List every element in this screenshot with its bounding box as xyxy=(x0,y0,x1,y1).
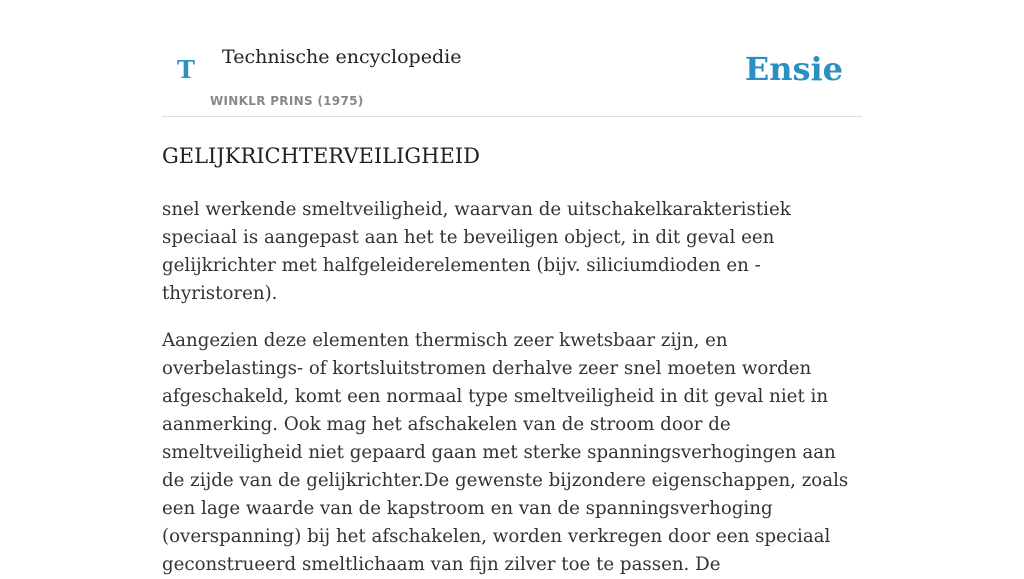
source-label: WINKLR PRINS (1975) xyxy=(210,94,364,108)
ensie-logo-link[interactable]: Ensie xyxy=(744,50,843,88)
header xyxy=(162,0,862,117)
article-paragraph-1: snel werkende smeltveiligheid, waarvan de uitschakelkarakteristiek speciaal is aangepast aan het te beveiligen object, in dit geval een gelijkrichter met halfgeleiderelementen (bijv. siliciumdioden en -thyristoren). xyxy=(162,199,791,304)
page xyxy=(162,0,862,579)
encyclopedia-title-link[interactable]: Technische encyclopedie xyxy=(222,46,462,68)
article-paragraph-2: Aangezien deze elementen thermisch zeer kwetsbaar zijn, en overbelastings- of kortsluitstromen derhalve zeer snel moeten worden afgeschakeld, komt een normaal type smeltveiligheid in dit geval niet in aanmerking. Ook mag het afschakelen van de stroom door de smeltveiligheid niet gepaard gaan met sterke spanningsverhogingen aan de zijde van de gelijkrichter.De gewenste bijzondere eigenschappen, zoals een lage waarde van de kapstroom en van de spanningsverhoging (overspanning) bij het afschakelen, worden verkregen door een speciaal geconstrueerd smeltlichaam van fijn zilver toe te passen. De xyxy=(162,330,849,575)
article-headword: GELIJKRICHTERVEILIGHEID xyxy=(162,144,480,168)
encyclopedia-logo-letter[interactable]: T xyxy=(177,55,195,84)
